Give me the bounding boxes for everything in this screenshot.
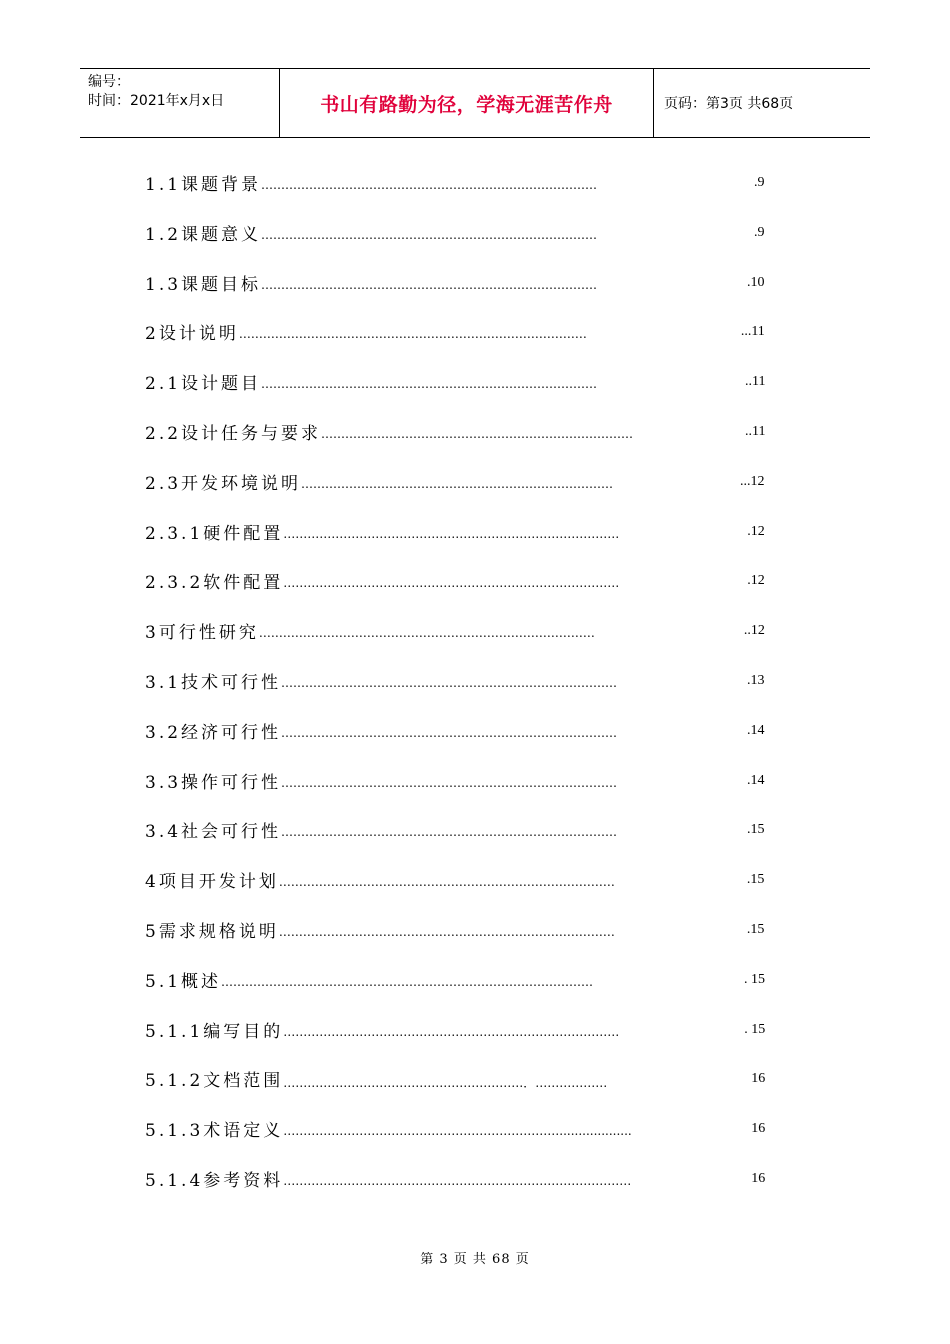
toc-entry-title: 4项目开发计划 [145,872,279,893]
toc-entry[interactable] [145,817,785,867]
toc-entry[interactable] [145,1166,785,1216]
toc-dot-leader: ……………………………………………………．……………… [283,1076,608,1091]
toc-dot-leader: …………………………………………………………………………… [283,1173,632,1188]
header-motto: 书山有路勤为径，学海无涯苦作舟 [280,69,654,137]
toc-entry-page-number: .14 [747,722,765,738]
toc-entry-title: 3.4社会可行性 [145,822,282,843]
toc-entry[interactable] [145,319,785,369]
toc-dot-leader: ………………………………………………………………………… [258,626,595,641]
toc-entry-page-number: .14 [747,772,765,788]
toc-dot-leader: ………………………………………………………………………… [281,675,618,690]
document-number-label: 编号： [88,74,130,90]
toc-entry-page-number: . 15 [744,971,766,987]
toc-entry-title: 2.3.2软件配置 [145,573,284,594]
toc-entry-title: 2.1设计题目 [145,374,262,395]
toc-entry[interactable] [145,668,785,718]
header-page-info: 页码：第3页 共68页 [664,96,794,112]
toc-entry[interactable] [145,1116,785,1166]
toc-entry[interactable] [145,768,785,818]
toc-entry-page-number: ..12 [743,623,765,639]
toc-entry-title: 1.1课题背景 [145,175,262,195]
toc-dot-leader: ………………………………………………………………………… [278,875,615,890]
toc-entry[interactable] [145,967,785,1017]
toc-dot-leader: ………………………………………………………………………… [261,377,598,392]
toc-entry[interactable] [145,917,785,967]
toc-entry-page-number: .15 [746,921,765,937]
toc-entry[interactable] [145,220,785,270]
toc-entry[interactable] [145,270,785,320]
toc-entry-title: 5.1概述 [145,971,222,992]
toc-entry[interactable] [145,170,785,220]
document-time-label: 时间：2021年x月x日 [88,93,225,109]
toc-entry-page-number: .12 [747,523,765,539]
toc-dot-leader: ………………………………………………………………………… [261,178,598,192]
toc-entry-page-number: .9 [754,175,765,190]
toc-dot-leader: ……………………………………………………………................... [283,1124,632,1139]
toc-entry-title: 1.2课题意义 [145,224,262,245]
toc-entry[interactable] [145,419,785,469]
toc-entry-page-number: .10 [747,274,765,290]
toc-entry-page-number: .13 [747,672,765,688]
toc-dot-leader: ………………………………………………………………………… [283,576,620,591]
table-of-contents [145,170,785,1216]
toc-entry-title: 5.1.3术语定义 [145,1121,284,1142]
toc-entry[interactable] [145,469,785,519]
toc-entry-page-number: ..11 [745,374,766,390]
toc-entry[interactable] [145,867,785,917]
toc-dot-leader: ………………………………………………………………………… [283,526,620,541]
toc-entry[interactable] [145,519,785,569]
toc-entry-page-number: ...11 [740,324,765,340]
toc-entry-title: 2.3.1硬件配置 [145,523,284,544]
toc-dot-leader: …………………………………………………………………… [301,476,614,491]
page-footer: 第 3 页 共 68 页 [420,1252,530,1267]
toc-entry-title: 2设计说明 [145,324,239,345]
page-header [80,68,870,138]
toc-entry-title: 5.1.2文档范围 [145,1071,284,1092]
toc-entry[interactable] [145,718,785,768]
toc-entry[interactable] [145,369,785,419]
toc-dot-leader: ………………………………………………………………………… [278,924,615,939]
toc-entry[interactable] [145,618,785,668]
toc-entry-title: 1.3课题目标 [145,274,262,295]
toc-entry-page-number: 16 [751,1121,766,1137]
toc-dot-leader: …………………………………………………………………… [321,426,634,441]
toc-entry-title: 3.2经济可行性 [145,722,282,743]
toc-entry-title: 2.2设计任务与要求 [145,423,322,444]
toc-entry-page-number: 16 [751,1170,766,1186]
toc-dot-leader: ………………………………………………………………………………… [221,974,594,989]
toc-dot-leader: ………………………………………………………………………… [281,775,618,790]
toc-entry-page-number: 16 [751,1071,766,1087]
toc-entry-title: 3.1技术可行性 [145,672,282,693]
toc-entry-title: 2.3开发环境说明 [145,473,302,494]
toc-entry-page-number: .12 [747,573,765,589]
toc-entry-page-number: .15 [747,822,765,838]
toc-entry-page-number: .9 [754,224,765,240]
toc-entry-title: 5.1.4参考资料 [145,1170,284,1191]
toc-dot-leader: ………………………………………………………………………… [281,725,618,740]
toc-entry-page-number: .15 [746,872,765,888]
toc-dot-leader: ………………………………………………………………………… [281,825,618,840]
toc-dot-leader: ………………………………………………………………………… [261,277,598,292]
toc-entry-title: 5.1.1编写目的 [145,1021,284,1042]
toc-entry-title: 3可行性研究 [145,623,259,644]
toc-entry[interactable] [145,568,785,618]
toc-entry[interactable] [145,1066,785,1116]
toc-entry-page-number: ..11 [745,423,766,439]
toc-entry[interactable] [145,1017,785,1067]
toc-dot-leader: …………………………………………………………………………… [238,327,587,342]
toc-entry-title: 3.3操作可行性 [145,772,282,793]
toc-dot-leader: ………………………………………………………………………… [283,1024,620,1039]
header-meta [80,69,280,137]
toc-entry-page-number: ...12 [740,473,765,489]
toc-entry-title: 5需求规格说明 [145,921,279,942]
toc-dot-leader: ………………………………………………………………………… [261,227,598,242]
toc-entry-page-number: . 15 [744,1021,766,1037]
